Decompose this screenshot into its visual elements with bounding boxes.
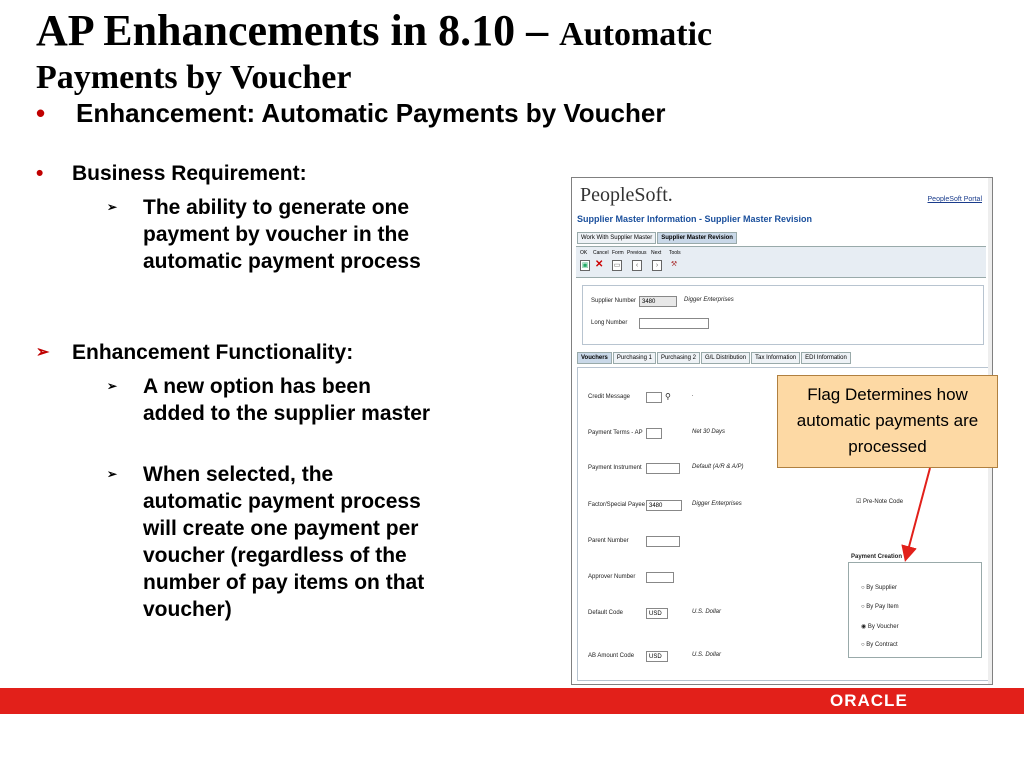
search-icon[interactable]: ⚲: [665, 392, 671, 401]
field-label: Approver Number: [588, 574, 636, 580]
prenote-label: Pre-Note Code: [863, 499, 904, 505]
title-main: AP Enhancements in 8.10 –: [36, 6, 560, 55]
previous-label: Previous: [627, 250, 647, 256]
form-toolbar: [576, 246, 986, 278]
page-title: Supplier Master Information - Supplier Master Revision: [577, 214, 813, 224]
tab-purchasing-2[interactable]: Purchasing 2: [657, 352, 700, 364]
sub-bullet-when-selected: [107, 461, 435, 623]
tools-label: Tools: [669, 250, 681, 256]
payment-instrument-field[interactable]: [646, 463, 680, 474]
special-payee-field[interactable]: 3480: [646, 500, 682, 511]
callout-box: Flag Determines how automatic payments are processed: [777, 375, 998, 468]
prenote-checkbox[interactable]: ☑ Pre-Note Code: [856, 499, 904, 505]
tab-vouchers[interactable]: Vouchers: [577, 352, 612, 364]
parent-number-field[interactable]: [646, 536, 680, 547]
field-desc: .: [692, 392, 694, 398]
arrow-bullet-icon: ➢: [36, 344, 50, 361]
slide-title-line2: Payments by Voucher: [36, 59, 352, 96]
field-desc: Net 30 Days: [692, 429, 726, 435]
subtitle-text: Enhancement: Automatic Payments by Voucher: [76, 98, 666, 128]
form-icon[interactable]: ▭: [613, 262, 621, 269]
radio-by-supplier[interactable]: ○ By Supplier: [861, 585, 897, 591]
radio-by-contract[interactable]: ○ By Contract: [861, 642, 898, 648]
portal-link[interactable]: PeopleSoft Portal: [927, 196, 982, 203]
tab-purchasing-1[interactable]: Purchasing 1: [613, 352, 656, 364]
cancel-icon[interactable]: ✕: [595, 259, 604, 270]
supplier-header-box: [582, 285, 984, 345]
ab-amount-code-field[interactable]: USD: [646, 651, 668, 662]
bullet-enhancement-functionality: [36, 339, 354, 366]
long-number-label: Long Number: [591, 320, 628, 326]
sub-bullet-requirement: [107, 194, 423, 275]
supplier-name: Digger Enterprises: [684, 297, 734, 303]
slide-title: [36, 6, 712, 60]
default-code-field[interactable]: USD: [646, 608, 668, 619]
oracle-logo: ORACLE: [830, 691, 908, 710]
title-tail: Automatic: [559, 16, 713, 53]
radio-label: By Pay Item: [866, 604, 899, 610]
sub-bullet-text: A new option has been added to the supplier master: [143, 375, 431, 425]
field-label: Payment Instrument: [588, 465, 642, 471]
tab-gl-distribution[interactable]: G/L Distribution: [701, 352, 750, 364]
previous-icon[interactable]: ‹: [632, 260, 642, 271]
form-label: Form: [612, 250, 624, 256]
subtitle-bullet: [36, 98, 665, 129]
radio-label: By Contract: [866, 642, 898, 648]
field-label: Parent Number: [588, 538, 629, 544]
field-label: Factor/Special Payee: [588, 502, 646, 508]
field-desc: Default (A/R & A/P): [692, 464, 744, 470]
cancel-label: Cancel: [593, 250, 609, 256]
sub-bullet-text: The ability to generate one payment by voucher in the automatic payment process: [143, 196, 421, 273]
next-label: Next: [651, 250, 662, 256]
bullet-dot-icon: •: [36, 162, 44, 185]
field-desc: U.S. Dollar: [692, 652, 722, 658]
tab-tax-information[interactable]: Tax Information: [751, 352, 800, 364]
field-desc: U.S. Dollar: [692, 609, 722, 615]
arrow-bullet-icon: ➢: [107, 200, 118, 214]
radio-label: By Voucher: [867, 624, 899, 630]
ok-label: OK: [580, 250, 588, 256]
peoplesoft-logo: PeopleSoft.: [580, 184, 673, 206]
radio-by-voucher[interactable]: ◉ By Voucher: [861, 624, 899, 630]
arrow-bullet-icon: ➢: [107, 467, 118, 481]
payment-terms-field[interactable]: [646, 428, 662, 439]
sub-tabs: [577, 352, 852, 364]
tools-icon[interactable]: ⚒: [670, 261, 678, 268]
field-label: Credit Message: [588, 394, 631, 400]
radio-label: By Supplier: [866, 585, 897, 591]
next-icon[interactable]: ›: [652, 260, 662, 271]
field-desc: Digger Enterprises: [692, 501, 742, 507]
supplier-number-field: 3480: [639, 296, 677, 307]
bullet-text: Enhancement Functionality:: [72, 341, 354, 364]
tab-edi-information[interactable]: EDI Information: [801, 352, 851, 364]
arrow-bullet-icon: ➢: [107, 379, 118, 393]
tab-supplier-master-revision[interactable]: Supplier Master Revision: [657, 232, 737, 244]
supplier-number-label: Supplier Number: [591, 298, 637, 304]
payment-creation-title: Payment Creation: [851, 554, 903, 560]
bullet-business-requirement: [36, 160, 307, 187]
tab-work-with-supplier[interactable]: Work With Supplier Master: [577, 232, 656, 244]
sub-bullet-new-option: [107, 373, 433, 427]
long-number-field[interactable]: [639, 318, 709, 329]
field-label: Default Code: [588, 610, 624, 616]
save-icon[interactable]: ▣: [581, 262, 589, 269]
radio-by-pay-item[interactable]: ○ By Pay Item: [861, 604, 899, 610]
bullet-dot-icon: •: [36, 98, 46, 128]
field-label: Payment Terms - AP: [588, 430, 643, 436]
field-label: AB Amount Code: [588, 653, 635, 659]
credit-message-field[interactable]: [646, 392, 662, 403]
top-tabs: [577, 232, 738, 244]
sub-bullet-text: When selected, the automatic payment process will create one payment per voucher (regardless of the number of pay items on that voucher): [143, 463, 425, 621]
payment-creation-box: [848, 562, 982, 658]
approver-number-field[interactable]: [646, 572, 674, 583]
bullet-text: Business Requirement:: [72, 162, 307, 185]
